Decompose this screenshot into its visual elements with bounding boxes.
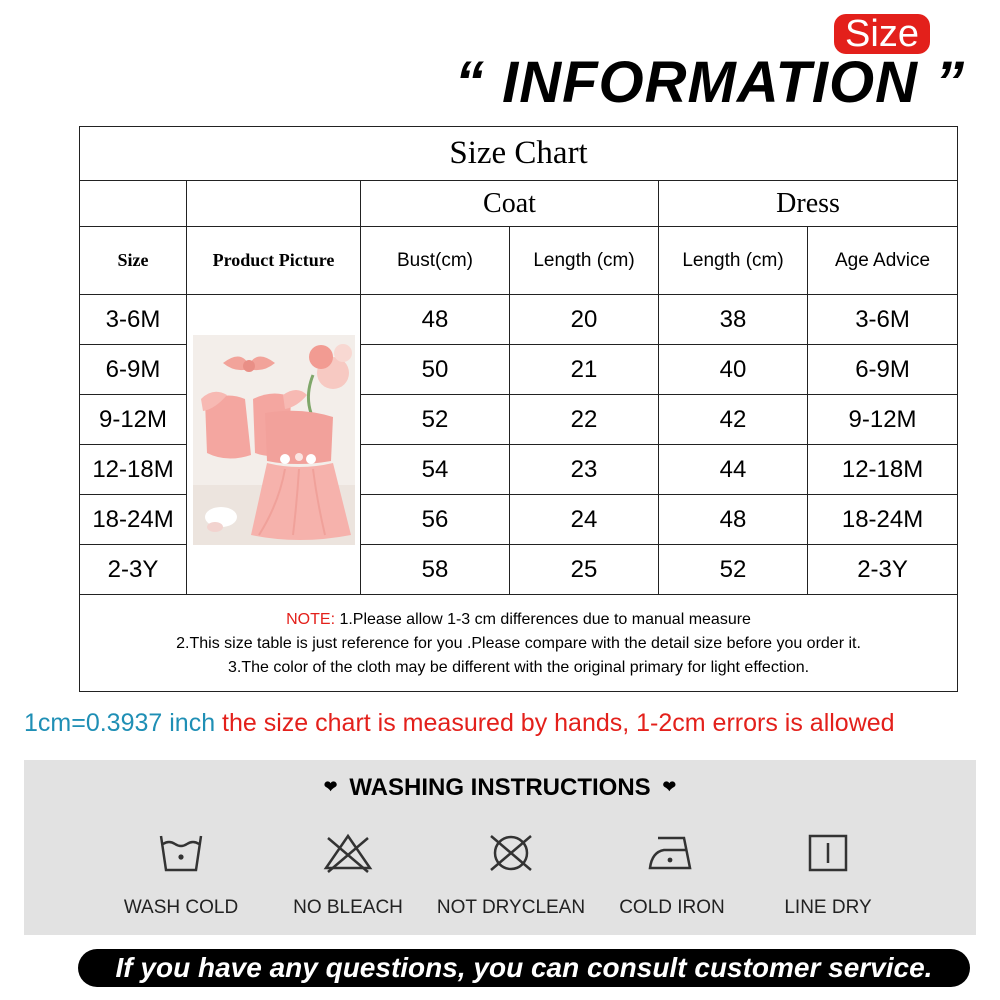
size-cell: 2-3Y (80, 545, 187, 595)
table-row (80, 295, 958, 345)
heart-icon: ❤ (662, 779, 677, 796)
wash-cold-icon (157, 830, 205, 876)
coat-length-cell: 22 (510, 395, 659, 445)
size-cell: 3-6M (80, 295, 187, 345)
dress-length-cell: 52 (659, 545, 808, 595)
dress-length-cell: 40 (659, 345, 808, 395)
wash-item-no-bleach (263, 830, 433, 930)
dress-length-cell: 42 (659, 395, 808, 445)
coat-length-cell: 20 (510, 295, 659, 345)
wash-label: WASH COLD (123, 897, 239, 918)
note-line-2: 2.This size table is just reference for you .Please compare with the detail size before you order it. (176, 635, 861, 652)
bust-cell: 58 (361, 545, 510, 595)
header-coat-length: Length (cm) (510, 227, 659, 295)
heart-icon: ❤ (323, 779, 338, 796)
group-header-dress: Dress (659, 181, 958, 227)
note-cell (80, 595, 958, 692)
wash-item-not-dryclean (426, 830, 596, 930)
wash-item-line-dry (743, 830, 913, 930)
wash-item-wash-cold (96, 830, 266, 930)
washing-instructions-panel (24, 760, 976, 935)
note-line-3: 3.The color of the cloth may be different with the original primary for light effection. (228, 659, 810, 676)
header-bust: Bust(cm) (361, 227, 510, 295)
product-picture-cell (187, 295, 361, 595)
table-title: Size Chart (80, 127, 958, 181)
coat-length-cell: 21 (510, 345, 659, 395)
dress-length-cell: 38 (659, 295, 808, 345)
wash-label: NO BLEACH (293, 897, 403, 918)
note-label: NOTE: (286, 611, 336, 628)
note-line-1 (80, 608, 957, 632)
wash-label: NOT DRYCLEAN (436, 897, 586, 918)
bust-cell: 56 (361, 495, 510, 545)
header-age-advice: Age Advice (808, 227, 958, 295)
bust-cell: 52 (361, 395, 510, 445)
size-cell: 9-12M (80, 395, 187, 445)
age-cell: 6-9M (808, 345, 958, 395)
size-cell: 18-24M (80, 495, 187, 545)
coat-length-cell: 25 (510, 545, 659, 595)
note-text-1: 1.Please allow 1-3 cm differences due to manual measure (335, 611, 751, 628)
size-cell: 12-18M (80, 445, 187, 495)
cold-iron-icon (644, 830, 700, 876)
age-cell: 3-6M (808, 295, 958, 345)
measure-note: the size chart is measured by hands, 1-2cm errors is allowed (215, 709, 895, 737)
wash-item-cold-iron (587, 830, 757, 930)
not-dryclean-icon (483, 830, 539, 876)
product-photo (193, 335, 355, 545)
empty-cell (187, 181, 361, 227)
wash-label: LINE DRY (784, 897, 872, 918)
washing-title (24, 770, 976, 806)
size-chart-table (79, 126, 958, 692)
header-dress-length: Length (cm) (659, 227, 808, 295)
dress-length-cell: 48 (659, 495, 808, 545)
information-title: “ INFORMATION ” (455, 50, 966, 115)
bust-cell: 54 (361, 445, 510, 495)
empty-cell (80, 181, 187, 227)
header-product-picture: Product Picture (187, 227, 361, 295)
inch-conversion: 1cm=0.3937 inch (24, 709, 216, 737)
wash-label: COLD IRON (619, 897, 725, 918)
coat-length-cell: 23 (510, 445, 659, 495)
age-cell: 9-12M (808, 395, 958, 445)
conversion-line (24, 706, 984, 740)
line-dry-icon (804, 830, 852, 876)
washing-title-text: WASHING INSTRUCTIONS (349, 774, 651, 801)
size-cell: 6-9M (80, 345, 187, 395)
coat-length-cell: 24 (510, 495, 659, 545)
no-bleach-icon (320, 830, 376, 876)
dress-length-cell: 44 (659, 445, 808, 495)
customer-service-banner: If you have any questions, you can consult customer service. (78, 949, 970, 987)
header-size: Size (80, 227, 187, 295)
size-badge: Size (834, 14, 930, 54)
bust-cell: 48 (361, 295, 510, 345)
age-cell: 2-3Y (808, 545, 958, 595)
age-cell: 18-24M (808, 495, 958, 545)
bust-cell: 50 (361, 345, 510, 395)
group-header-coat: Coat (361, 181, 659, 227)
age-cell: 12-18M (808, 445, 958, 495)
